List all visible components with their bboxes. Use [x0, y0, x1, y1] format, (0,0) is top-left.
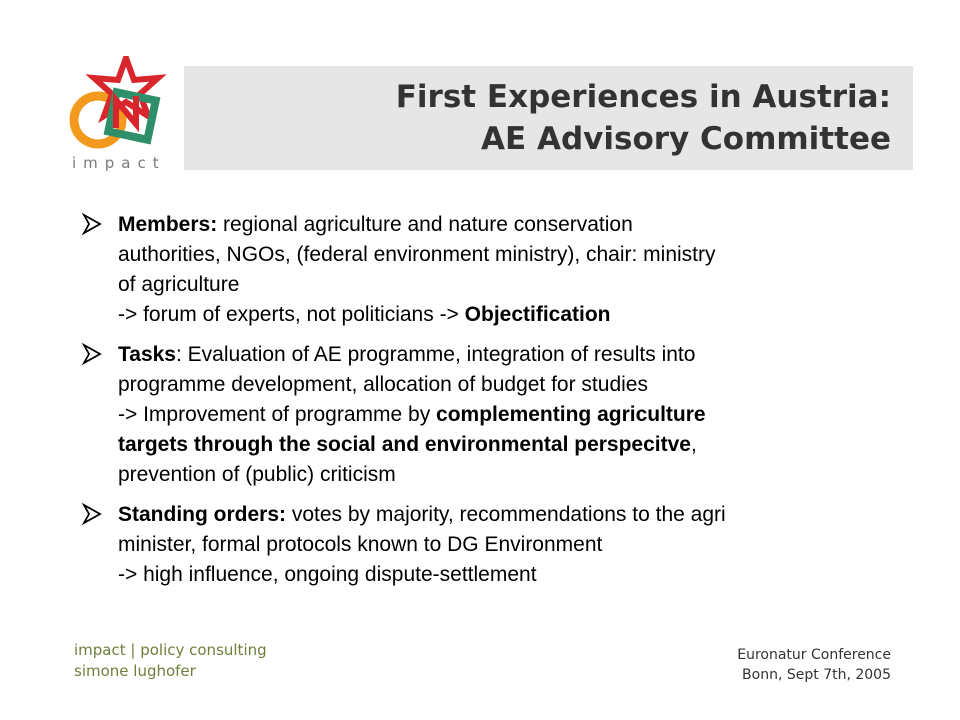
- title-line-2: AE Advisory Committee: [481, 121, 891, 157]
- text-run: votes by majority, recommendations to the agri: [286, 503, 726, 526]
- bullet-line: [118, 300, 882, 330]
- bold-text: Tasks: [118, 343, 176, 366]
- footer-left: [74, 640, 267, 682]
- bullet-line: [118, 340, 882, 370]
- bullet-line: [118, 270, 882, 300]
- bullet-line: [118, 460, 882, 490]
- text-run: regional agriculture and nature conservation: [217, 213, 633, 236]
- bold-text: Objectification: [464, 303, 611, 326]
- bullet-line: [118, 240, 882, 270]
- text-run: -> high influence, ongoing dispute-settlement: [118, 563, 537, 586]
- arrow-bullet-icon: [82, 343, 102, 365]
- impact-logo: [64, 56, 184, 180]
- arrow-bullet-icon: [82, 213, 102, 235]
- bullet-line: [118, 530, 882, 560]
- bullet-line: [118, 400, 882, 430]
- bullet-line: [118, 370, 882, 400]
- bullet-item: [82, 340, 882, 490]
- arrow-bullet-icon: [82, 503, 102, 525]
- bold-text: Standing orders:: [118, 503, 287, 526]
- text-run: ,: [690, 433, 697, 456]
- bullet-line: [118, 500, 882, 530]
- logo-wordmark: impact: [72, 154, 166, 172]
- footer-right: [737, 645, 891, 685]
- text-run: of agriculture: [118, 273, 240, 296]
- text-run: -> forum of experts, not politicians ->: [118, 303, 465, 326]
- footer-date: Bonn, Sept 7th, 2005: [742, 667, 891, 683]
- bold-text: Members:: [118, 213, 218, 236]
- title-line-1: First Experiences in Austria:: [395, 79, 891, 115]
- impact-logo-icon: [64, 56, 184, 156]
- bullet-line: [118, 430, 882, 460]
- footer-event: Euronatur Conference: [737, 647, 891, 663]
- bold-text: complementing agriculture: [436, 403, 706, 426]
- bullet-line: [118, 560, 882, 590]
- bullet-list: [82, 210, 882, 600]
- text-run: minister, formal protocols known to DG Environment: [118, 533, 603, 556]
- bullet-item: [82, 210, 882, 330]
- footer-company: impact | policy consulting: [74, 641, 267, 659]
- slide-title: [396, 76, 891, 160]
- footer-author: simone lughofer: [74, 662, 196, 680]
- bullet-item: [82, 500, 882, 590]
- text-run: -> Improvement of programme by: [118, 403, 437, 426]
- text-run: programme development, allocation of budget for studies: [118, 373, 648, 396]
- title-band: [184, 66, 913, 170]
- bold-text: targets through the social and environmental perspecitve: [118, 433, 691, 456]
- text-run: : Evaluation of AE programme, integration of results into: [176, 343, 696, 366]
- text-run: prevention of (public) criticism: [118, 463, 396, 486]
- bullet-line: [118, 210, 882, 240]
- text-run: authorities, NGOs, (federal environment ministry), chair: ministry: [118, 243, 716, 266]
